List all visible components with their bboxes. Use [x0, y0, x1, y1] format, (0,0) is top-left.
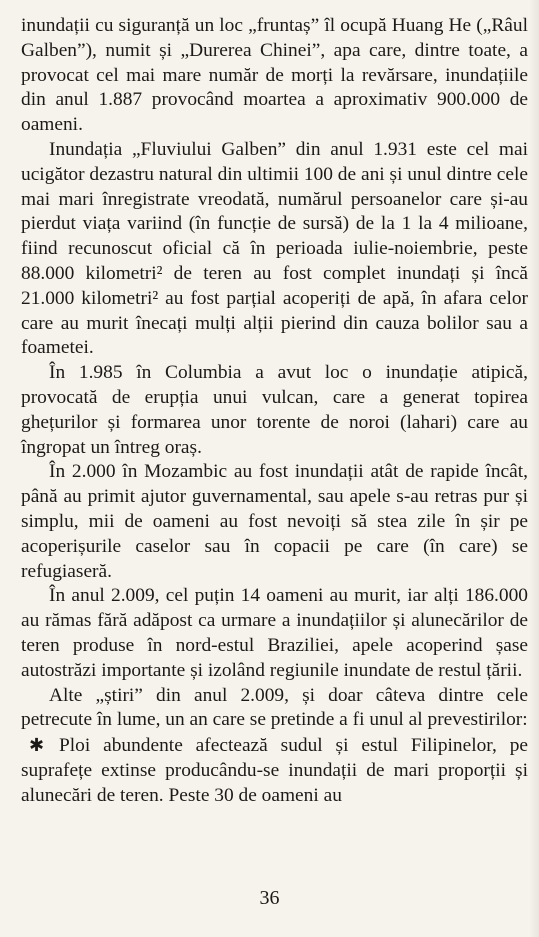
paragraph-continuation: inundații cu siguranță un loc „fruntaș” îl ocupă Huang He („Râul Galben”), numit și „Durerea Chinei”, apa care, dintre toate, a provocat cel mai mare număr de morți la revărsare, inundațiile din anul 1.887 provocând moartea a aproximativ 900.000 de oameni. [21, 15, 528, 136]
paragraph-mozambic-2000: În 2.000 în Mozambic au fost inundații atât de rapide încât, până au primit ajutor guvernamental, sau apele s-au retras pur și simplu, mii de oameni au fost nevoiți să stea zile în șir pe acoperișurile caselor sau în copacii pe care (în care) se refugiaseră. [21, 461, 528, 582]
paragraph-columbia-1985: În 1.985 în Columbia a avut loc o inundație atipică, provocată de erupția unui vulcan, care a generat topirea ghețurilor și formarea unor torente de noroi (lahari) care au îngropat un întreg oraș. [21, 362, 528, 458]
bullet-item-philippines [21, 733, 528, 808]
body-text [21, 14, 528, 809]
page-edge-shadow [529, 0, 539, 937]
page-number: 36 [259, 887, 280, 909]
asterisk-bullet-icon: ✱ [29, 735, 45, 756]
bullet-item-text: Ploi abundente afectează sudul și estul Filipinelor, pe suprafețe extinse producându-se inundații de mari proporții și alunecări de teren. Peste 30 de oameni au [21, 735, 528, 806]
paragraph-yellow-river-1931: Inundația „Fluviului Galben” din anul 1.931 este cel mai ucigător dezastru natural din ultimii 100 de ani și unul dintre cele mai mari înregistrate vreodată, numărul persoanelor care și-au pierdut viața variind (în funcție de sursă) de la 1 la 4 milioane, fiind recunoscut oficial că în perioada iulie-noiembrie, peste 88.000 kilometri² de teren au fost complet inundați și încă 21.000 kilometri² au fost parțial acoperiți de apă, în afara celor care au murit înecați mulți alții pierind din cauza bolilor sau a foametei. [21, 138, 528, 359]
paragraph-brazil-2009: În anul 2.009, cel puțin 14 oameni au murit, iar alți 186.000 au rămas fără adăpost ca urmare a inundațiilor și alunecărilor de teren produse în nord-estul Braziliei, apele acoperind șase autostrăzi importante și izolând regiunile inundate de restul țării. [21, 585, 528, 681]
paragraph-news-2009: Alte „știri” din anul 2.009, și doar câteva dintre cele petrecute în lume, un an care se pretinde a fi unul al prevestirilor: [21, 684, 528, 731]
